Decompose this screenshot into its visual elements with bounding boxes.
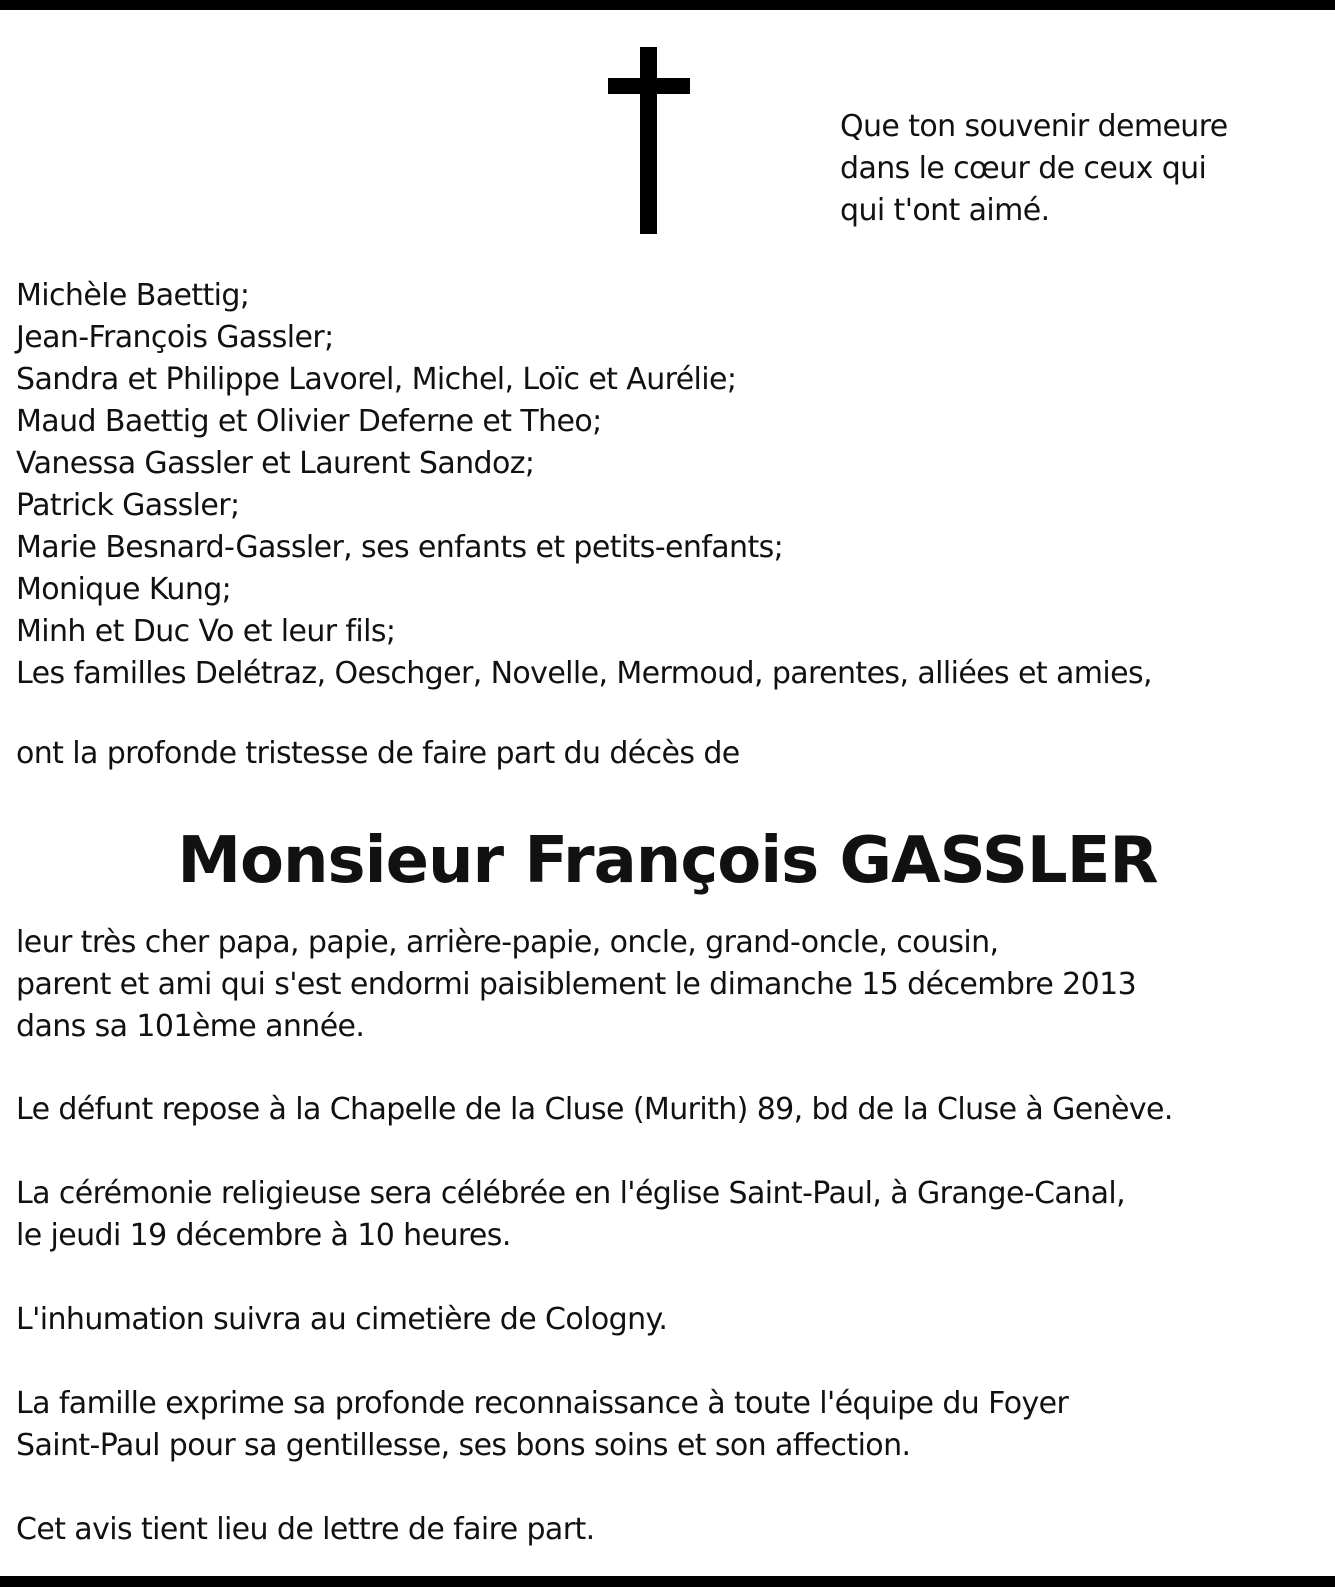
closing-paragraph — [16, 1509, 1316, 1551]
ceremony-line: La cérémonie religieuse sera célébrée en l'église Saint-Paul, à Grange-Canal, — [16, 1176, 1126, 1211]
thanks-line: Saint-Paul pour sa gentillesse, ses bons soins et son affection. — [16, 1428, 911, 1463]
family-member: Vanessa Gassler et Laurent Sandoz; — [16, 446, 535, 481]
ceremony-line: le jeudi 19 décembre à 10 heures. — [16, 1218, 511, 1253]
description-line: parent et ami qui s'est endormi paisiblement le dimanche 15 décembre 2013 — [16, 967, 1137, 1002]
description-line: dans sa 101ème année. — [16, 1009, 365, 1044]
verse-line: Que ton souvenir demeure — [840, 109, 1228, 144]
deceased-description — [16, 922, 1316, 1048]
burial-line: L'inhumation suivra au cimetière de Cologny. — [16, 1302, 668, 1337]
funeral-details — [16, 1089, 1316, 1551]
family-member: Jean-François Gassler; — [16, 320, 334, 355]
intro-line: ont la profonde tristesse de faire part du décès de — [16, 736, 740, 771]
family-member: Patrick Gassler; — [16, 488, 240, 523]
description-line: leur très cher papa, papie, arrière-papie, oncle, grand-oncle, cousin, — [16, 925, 999, 960]
ceremony-paragraph — [16, 1173, 1316, 1257]
family-member: Sandra et Philippe Lavorel, Michel, Loïc et Aurélie; — [16, 362, 737, 397]
deceased-name: Monsieur François GASSLER — [177, 824, 1158, 898]
repose-paragraph — [16, 1089, 1316, 1131]
family-list — [16, 275, 1316, 695]
burial-paragraph — [16, 1299, 1316, 1341]
repose-line: Le défunt repose à la Chapelle de la Cluse (Murith) 89, bd de la Cluse à Genève. — [16, 1092, 1173, 1127]
family-member: Marie Besnard-Gassler, ses enfants et petits-enfants; — [16, 530, 784, 565]
cross-icon — [608, 47, 690, 234]
closing-line: Cet avis tient lieu de lettre de faire part. — [16, 1512, 595, 1547]
family-member: Monique Kung; — [16, 572, 232, 607]
verse-line: dans le cœur de ceux qui — [840, 151, 1207, 186]
thanks-paragraph — [16, 1383, 1316, 1467]
bottom-border — [0, 1576, 1335, 1587]
cross-horizontal-bar — [608, 78, 690, 94]
verse-line: qui t'ont aimé. — [840, 193, 1050, 228]
memorial-verse — [840, 106, 1320, 232]
family-member: Michèle Baettig; — [16, 278, 250, 313]
announcement-intro — [16, 733, 1316, 775]
family-member: Maud Baettig et Olivier Deferne et Theo; — [16, 404, 602, 439]
top-border — [0, 0, 1335, 10]
thanks-line: La famille exprime sa profonde reconnaissance à toute l'équipe du Foyer — [16, 1386, 1069, 1421]
cross-vertical-bar — [640, 47, 657, 234]
family-member: Minh et Duc Vo et leur fils; — [16, 614, 396, 649]
family-member: Les familles Delétraz, Oeschger, Novelle, Mermoud, parentes, alliées et amies, — [16, 656, 1152, 691]
